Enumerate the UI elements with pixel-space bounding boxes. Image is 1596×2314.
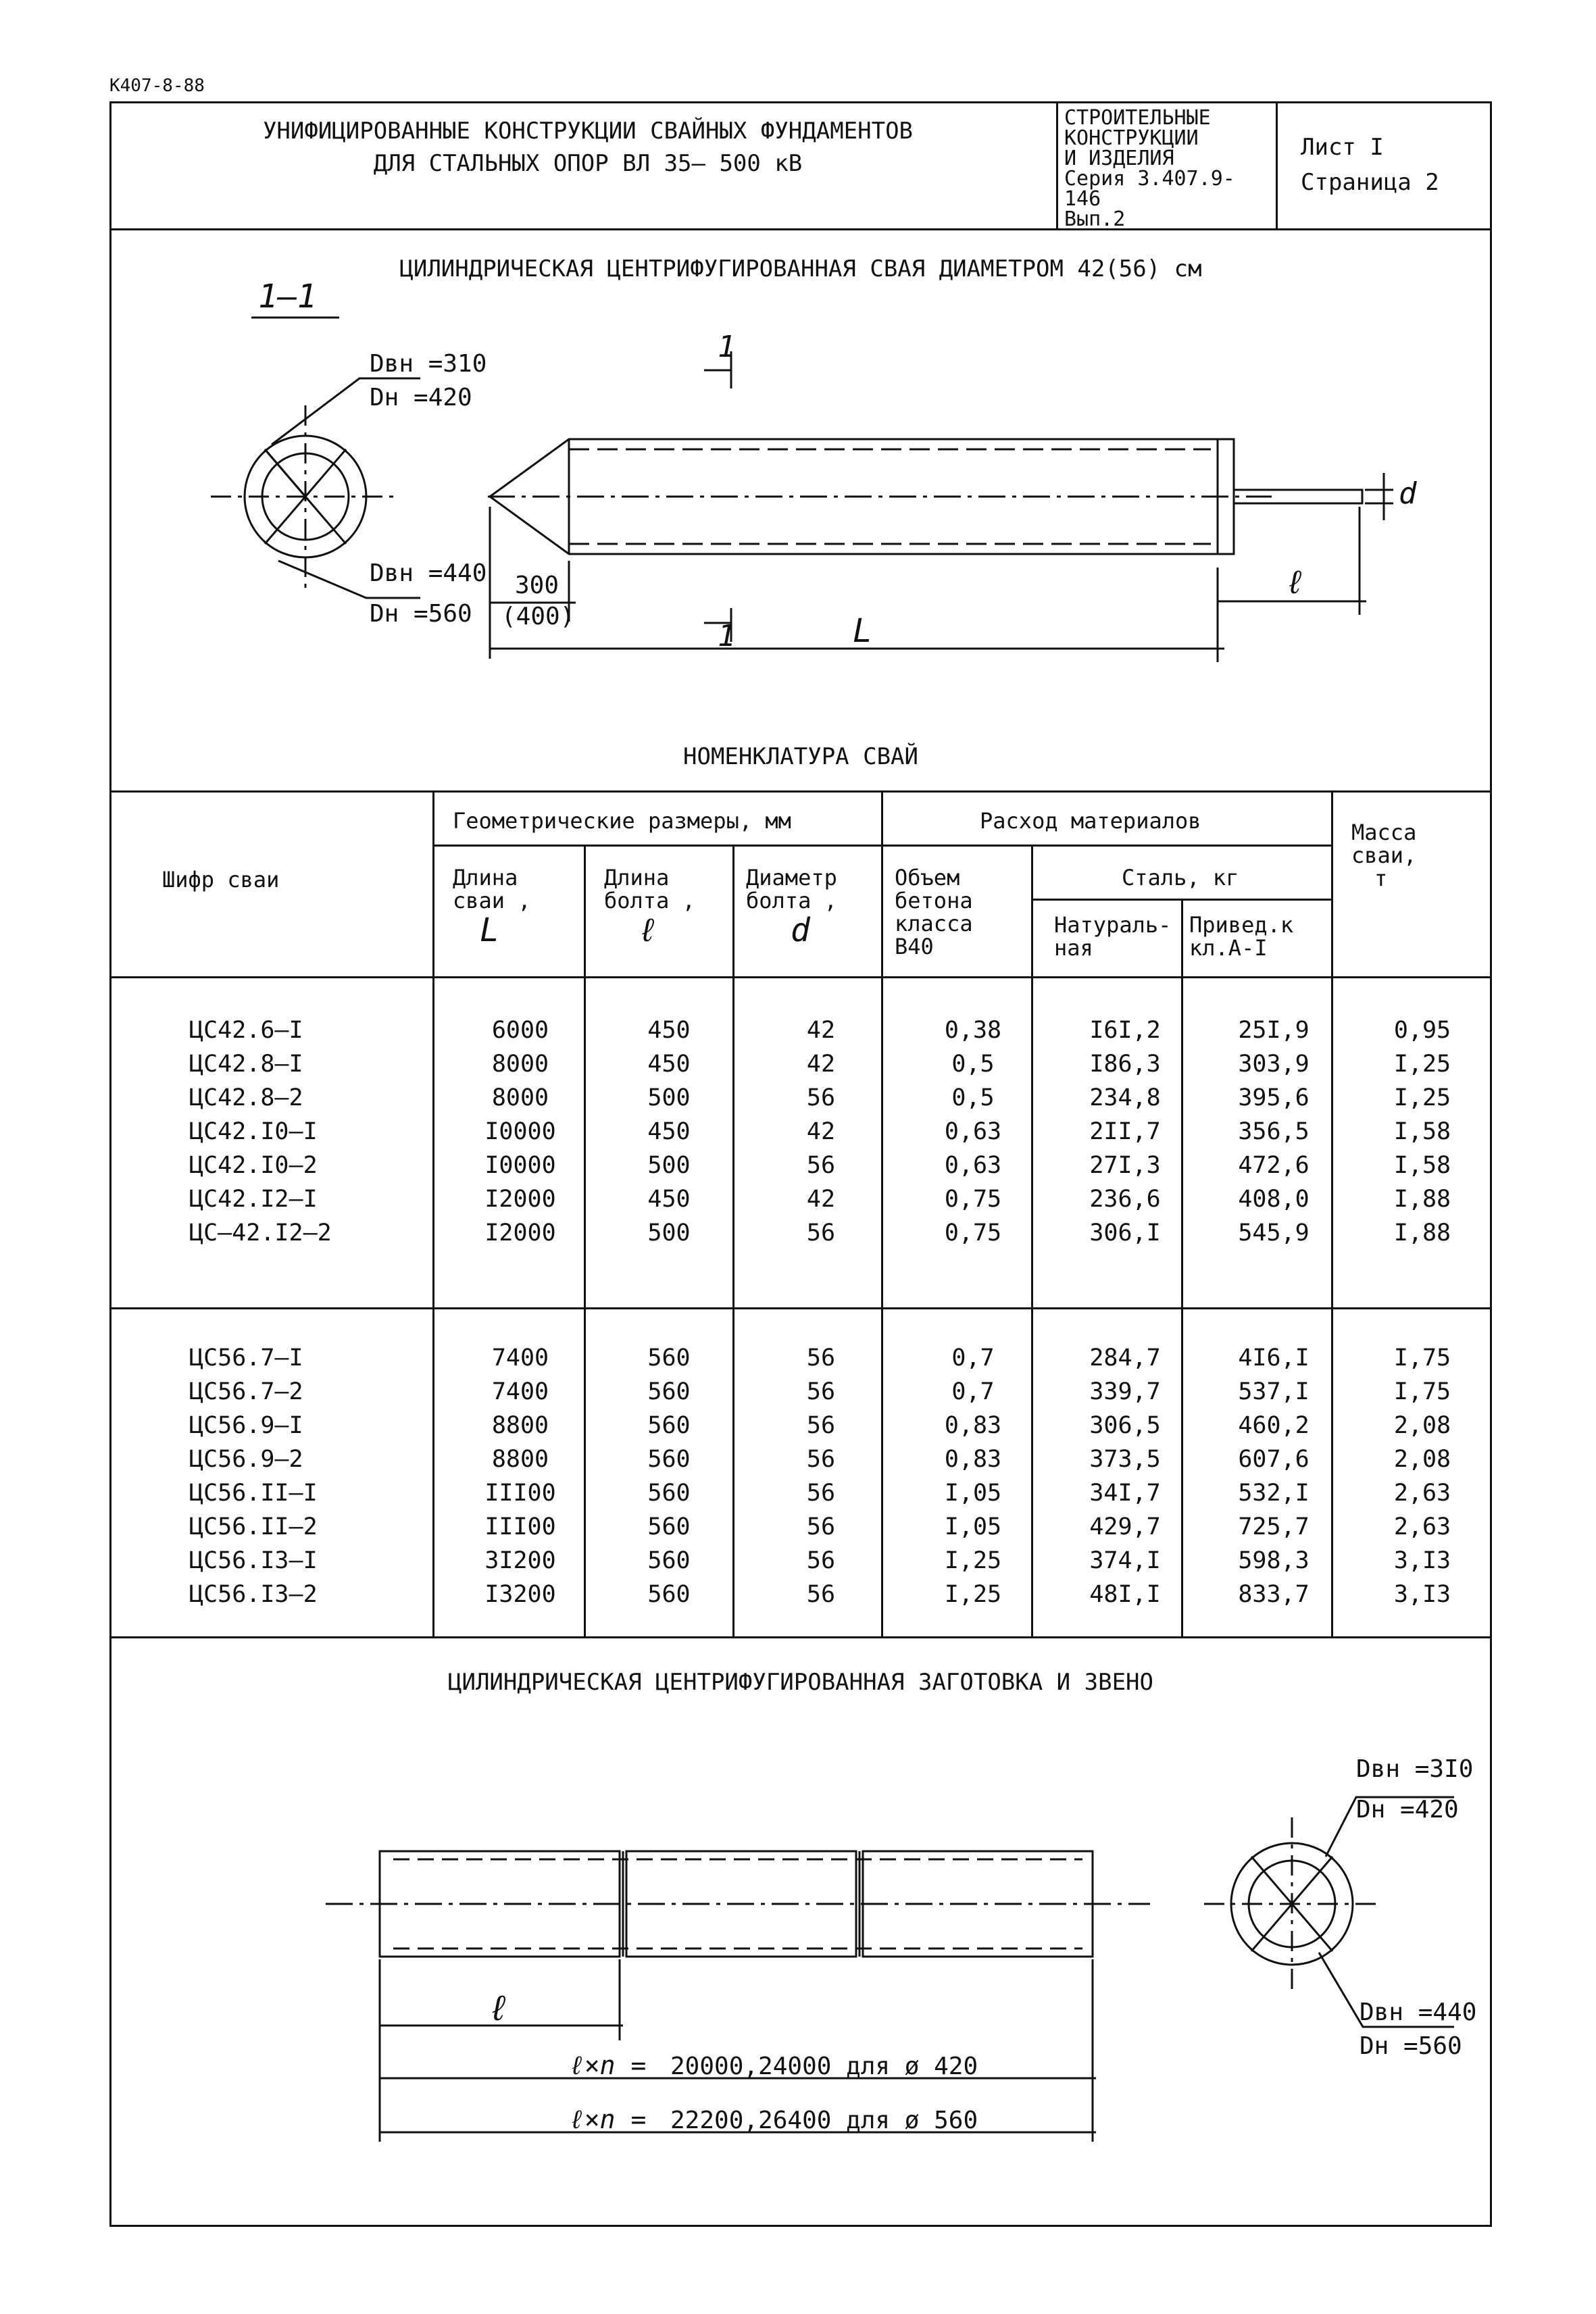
header-line: кл.А-I xyxy=(1189,935,1268,961)
table-cell-d: 56 xyxy=(806,1344,836,1372)
header-mass xyxy=(1351,821,1473,890)
blank-d-inner-560: Dвн =440 xyxy=(1360,1998,1477,2026)
table-cell-code: ЦС56.I3–I xyxy=(189,1547,318,1574)
document-code: К407-8-88 xyxy=(109,76,205,96)
dim-L: L xyxy=(853,612,872,650)
title-line-2: ДЛЯ СТАЛЬНЫХ ОПОР ВЛ 35– 500 кВ xyxy=(373,150,803,177)
table-cell-mass: I,88 xyxy=(1393,1219,1451,1247)
header-symbol: ℓ xyxy=(638,911,657,949)
header-geometry: Геометрические размеры, мм xyxy=(453,808,791,834)
cut-mark-bottom: 1 xyxy=(718,619,736,653)
title-block-divider xyxy=(1056,101,1058,230)
dim-d: d xyxy=(1399,476,1417,511)
table-cell-code: ЦС56.II–I xyxy=(189,1480,318,1507)
table-cell-d: 56 xyxy=(806,1513,836,1540)
table-cell-mass: I,25 xyxy=(1393,1051,1451,1078)
table-cell-mass: I,58 xyxy=(1393,1118,1451,1145)
header-bolt-diameter xyxy=(746,865,837,949)
section-label: 1—1 xyxy=(258,278,317,316)
formula-560-lhs: ℓ×n = xyxy=(569,2105,647,2134)
table-cell-L: 6000 xyxy=(491,1017,549,1044)
table-cell-nat: 373,5 xyxy=(1089,1446,1161,1473)
table-cell-nat: 48I,I xyxy=(1089,1581,1161,1608)
cut-mark-top: 1 xyxy=(718,330,736,364)
title-block-bottom-line xyxy=(109,228,1492,230)
table-cell-code: ЦС–42.I2–2 xyxy=(189,1219,332,1247)
table-cell-l: 560 xyxy=(647,1378,691,1405)
table-cell-code: ЦС56.9–I xyxy=(189,1412,303,1439)
table-cell-l: 560 xyxy=(647,1480,691,1507)
table-cell-L: I0000 xyxy=(484,1118,556,1145)
table-cell-vol: 0,75 xyxy=(944,1219,1002,1247)
header-mass-line: сваи, xyxy=(1351,842,1417,868)
header-line: болта , xyxy=(604,888,695,913)
table-cell-d: 56 xyxy=(806,1446,836,1473)
table-cell-vol: I,05 xyxy=(944,1513,1002,1540)
tip-length-alt: (400) xyxy=(501,603,575,630)
table-cell-d: 42 xyxy=(806,1186,836,1213)
blank-drawing-caption: ЦИЛИНДРИЧЕСКАЯ ЦЕНТРИФУГИРОВАННАЯ ЗАГОТОВКА И ЗВЕНО xyxy=(448,1669,1153,1696)
header-steel-reduced xyxy=(1189,913,1293,959)
table-cell-red: 545,9 xyxy=(1238,1219,1310,1247)
table-cell-d: 42 xyxy=(806,1051,836,1078)
table-group-divider xyxy=(109,1307,1492,1309)
table-cell-mass: 3,I3 xyxy=(1393,1581,1451,1608)
table-cell-l: 450 xyxy=(647,1118,691,1145)
table-cell-l: 450 xyxy=(647,1186,691,1213)
table-cell-red: 472,6 xyxy=(1238,1152,1310,1179)
table-cell-l: 500 xyxy=(647,1152,691,1179)
table-cell-mass: 2,63 xyxy=(1393,1480,1451,1507)
table-cell-L: 8000 xyxy=(491,1051,549,1078)
pile-drawing-caption: ЦИЛИНДРИЧЕСКАЯ ЦЕНТРИФУГИРОВАННАЯ СВАЯ ДИАМЕТРОМ 42(56) см xyxy=(399,255,1202,282)
table-cell-mass: I,58 xyxy=(1393,1152,1451,1179)
title-line-1: УНИФИЦИРОВАННЫЕ КОНСТРУКЦИИ СВАЙНЫХ ФУНДАМЕНТОВ xyxy=(262,118,914,145)
table-cell-l: 560 xyxy=(647,1412,691,1439)
table-cell-vol: I,05 xyxy=(944,1480,1002,1507)
header-steel-natural xyxy=(1054,913,1171,959)
table-cell-red: 598,3 xyxy=(1238,1547,1310,1574)
header-line: Натураль- xyxy=(1054,912,1172,938)
table-cell-red: 4I6,I xyxy=(1238,1344,1310,1372)
header-mass-line: Масса xyxy=(1351,820,1417,845)
table-cell-nat: 234,8 xyxy=(1089,1084,1161,1111)
table-cell-L: III00 xyxy=(484,1513,556,1540)
header-line: Объем xyxy=(895,865,960,890)
table-cell-mass: 3,I3 xyxy=(1393,1547,1451,1574)
table-cell-mass: I,75 xyxy=(1393,1378,1451,1405)
header-line: Диаметр xyxy=(746,865,837,890)
page-number: Страница 2 xyxy=(1301,169,1439,196)
header-symbol: d xyxy=(791,911,810,949)
pile-d-inner-420: Dвн =310 xyxy=(370,350,487,378)
table-cell-mass: 2,08 xyxy=(1393,1446,1451,1473)
table-cell-vol: 0,83 xyxy=(944,1412,1002,1439)
table-cell-d: 56 xyxy=(806,1581,836,1608)
table-cell-l: 560 xyxy=(647,1446,691,1473)
table-cell-nat: 34I,7 xyxy=(1089,1480,1161,1507)
table-cell-l: 450 xyxy=(647,1017,691,1044)
table-cell-red: 303,9 xyxy=(1238,1051,1310,1078)
table-cell-nat: 236,6 xyxy=(1089,1186,1161,1213)
table-cell-nat: 374,I xyxy=(1089,1547,1161,1574)
category-line: СТРОИТЕЛЬНЫЕ xyxy=(1064,106,1211,130)
table-cell-nat: 27I,3 xyxy=(1089,1152,1161,1179)
table-cell-vol: I,25 xyxy=(944,1581,1002,1608)
blank-drawing xyxy=(109,1703,1492,2175)
table-cell-code: ЦС42.I0–2 xyxy=(189,1152,318,1179)
table-cell-nat: 284,7 xyxy=(1089,1344,1161,1372)
table-cell-d: 56 xyxy=(806,1480,836,1507)
table-cell-vol: 0,75 xyxy=(944,1186,1002,1213)
table-cell-vol: 0,7 xyxy=(951,1344,995,1372)
table-cell-red: 537,I xyxy=(1238,1378,1310,1405)
table-cell-d: 56 xyxy=(806,1547,836,1574)
table-cell-mass: I,75 xyxy=(1393,1344,1451,1372)
header-pile-length xyxy=(453,865,531,949)
table-cell-red: 395,6 xyxy=(1238,1084,1310,1111)
pile-d-outer-420: Dн =420 xyxy=(370,384,472,411)
table-cell-L: 8800 xyxy=(491,1446,549,1473)
table-cell-red: 408,0 xyxy=(1238,1186,1310,1213)
table-cell-l: 500 xyxy=(647,1084,691,1111)
table-cell-red: 725,7 xyxy=(1238,1513,1310,1540)
title-block-title xyxy=(176,115,1000,180)
table-cell-code: ЦС42.8–2 xyxy=(189,1084,303,1111)
table-cell-d: 42 xyxy=(806,1118,836,1145)
table-header-line xyxy=(432,845,1331,847)
table-cell-code: ЦС42.8–I xyxy=(189,1051,303,1078)
table-header-line xyxy=(1031,899,1331,901)
category-line: КОНСТРУКЦИИ xyxy=(1064,126,1199,150)
table-cell-code: ЦС56.II–2 xyxy=(189,1513,318,1540)
table-cell-nat: 306,I xyxy=(1089,1219,1161,1247)
sheet-info xyxy=(1301,130,1439,200)
blank-d-outer-420: Dн =420 xyxy=(1356,1796,1459,1823)
table-cell-L: I3200 xyxy=(484,1581,556,1608)
formula-420-rhs: 20000,24000 для ø 420 xyxy=(670,2053,978,2080)
table-cell-nat: I6I,2 xyxy=(1089,1017,1161,1044)
table-cell-nat: I86,3 xyxy=(1089,1051,1161,1078)
table-cell-L: 3I200 xyxy=(484,1547,556,1574)
header-line: сваи , xyxy=(453,888,531,913)
header-materials: Расход материалов xyxy=(980,808,1201,834)
header-concrete-volume xyxy=(895,866,973,958)
header-line: Привед.к xyxy=(1189,912,1294,938)
table-cell-mass: I,88 xyxy=(1393,1186,1451,1213)
table-cell-vol: I,25 xyxy=(944,1547,1002,1574)
header-line: Длина xyxy=(604,865,670,890)
table-cell-mass: I,25 xyxy=(1393,1084,1451,1111)
table-cell-L: 8800 xyxy=(491,1412,549,1439)
table-cell-l: 560 xyxy=(647,1344,691,1372)
table-col-line xyxy=(1331,790,1333,1636)
table-cell-red: 356,5 xyxy=(1238,1118,1310,1145)
header-mass-line: т xyxy=(1374,865,1388,891)
table-top-line xyxy=(109,790,1492,793)
tip-length: 300 xyxy=(515,572,559,599)
table-cell-vol: 0,83 xyxy=(944,1446,1002,1473)
table-cell-vol: 0,63 xyxy=(944,1118,1002,1145)
table-cell-vol: 0,38 xyxy=(944,1017,1002,1044)
table-cell-d: 56 xyxy=(806,1152,836,1179)
table-cell-l: 560 xyxy=(647,1513,691,1540)
issue-number: Вып.2 xyxy=(1064,207,1126,231)
header-line: бетона xyxy=(895,888,973,913)
table-cell-red: 532,I xyxy=(1238,1480,1310,1507)
table-col-line xyxy=(432,790,434,1636)
table-cell-nat: 306,5 xyxy=(1089,1412,1161,1439)
table-caption: НОМЕНКЛАТУРА СВАЙ xyxy=(683,743,918,770)
table-cell-red: 833,7 xyxy=(1238,1581,1310,1608)
table-cell-vol: 0,5 xyxy=(951,1051,995,1078)
header-line: Длина xyxy=(453,865,518,890)
title-block-category xyxy=(1064,108,1270,230)
pile-d-inner-560: Dвн =440 xyxy=(370,559,487,587)
table-cell-mass: 2,08 xyxy=(1393,1412,1451,1439)
series-number: Серия 3.407.9-146 xyxy=(1064,167,1235,211)
category-line: И ИЗДЕЛИЯ xyxy=(1064,147,1174,170)
table-cell-code: ЦС42.I2–I xyxy=(189,1186,318,1213)
table-cell-mass: 2,63 xyxy=(1393,1513,1451,1540)
table-cell-nat: 339,7 xyxy=(1089,1378,1161,1405)
formula-560-rhs: 22200,26400 для ø 560 xyxy=(670,2107,978,2134)
header-code: Шифр сваи xyxy=(162,867,280,892)
table-bottom-line xyxy=(109,1636,1492,1638)
table-cell-vol: 0,63 xyxy=(944,1152,1002,1179)
table-col-line xyxy=(881,790,883,1636)
table-cell-red: 607,6 xyxy=(1238,1446,1310,1473)
table-cell-code: ЦС56.7–2 xyxy=(189,1378,303,1405)
table-cell-code: ЦС42.6–I xyxy=(189,1017,303,1044)
header-line: ная xyxy=(1054,935,1093,961)
table-cell-nat: 2II,7 xyxy=(1089,1118,1161,1145)
table-cell-code: ЦС56.I3–2 xyxy=(189,1581,318,1608)
table-cell-L: 7400 xyxy=(491,1344,549,1372)
table-cell-L: I2000 xyxy=(484,1219,556,1247)
table-cell-L: 8000 xyxy=(491,1084,549,1111)
pile-drawing xyxy=(109,270,1492,797)
header-symbol: L xyxy=(480,911,499,949)
table-cell-L: 7400 xyxy=(491,1378,549,1405)
table-cell-code: ЦС42.I0–I xyxy=(189,1118,318,1145)
table-cell-d: 56 xyxy=(806,1219,836,1247)
table-cell-l: 450 xyxy=(647,1051,691,1078)
formula-420-lhs: ℓ×n = xyxy=(569,2051,647,2080)
table-cell-d: 42 xyxy=(806,1017,836,1044)
header-line: болта , xyxy=(746,888,837,913)
blank-dim-l: ℓ xyxy=(488,1988,509,2029)
pile-d-outer-560: Dн =560 xyxy=(370,600,472,628)
header-steel: Сталь, кг xyxy=(1122,865,1239,890)
table-cell-nat: 429,7 xyxy=(1089,1513,1161,1540)
header-bolt-length xyxy=(604,865,695,949)
table-cell-L: III00 xyxy=(484,1480,556,1507)
table-cell-mass: 0,95 xyxy=(1393,1017,1451,1044)
table-header-bottom-line xyxy=(109,976,1492,978)
table-cell-l: 560 xyxy=(647,1547,691,1574)
table-cell-d: 56 xyxy=(806,1378,836,1405)
title-block-divider xyxy=(1276,101,1278,230)
header-line: В40 xyxy=(895,934,934,959)
table-cell-code: ЦС56.7–I xyxy=(189,1344,303,1372)
table-cell-red: 25I,9 xyxy=(1238,1017,1310,1044)
table-cell-l: 500 xyxy=(647,1219,691,1247)
table-cell-d: 56 xyxy=(806,1084,836,1111)
table-cell-L: I0000 xyxy=(484,1152,556,1179)
table-cell-L: I2000 xyxy=(484,1186,556,1213)
blank-d-inner-420: Dвн =3I0 xyxy=(1356,1755,1474,1783)
table-cell-code: ЦС56.9–2 xyxy=(189,1446,303,1473)
table-cell-vol: 0,7 xyxy=(951,1378,995,1405)
table-cell-vol: 0,5 xyxy=(951,1084,995,1111)
header-line: класса xyxy=(895,911,973,936)
blank-d-outer-560: Dн =560 xyxy=(1360,2032,1462,2060)
table-cell-red: 460,2 xyxy=(1238,1412,1310,1439)
dim-l: ℓ xyxy=(1285,563,1305,601)
sheet-number: Лист I xyxy=(1301,134,1384,161)
table-cell-d: 56 xyxy=(806,1412,836,1439)
table-cell-l: 560 xyxy=(647,1581,691,1608)
